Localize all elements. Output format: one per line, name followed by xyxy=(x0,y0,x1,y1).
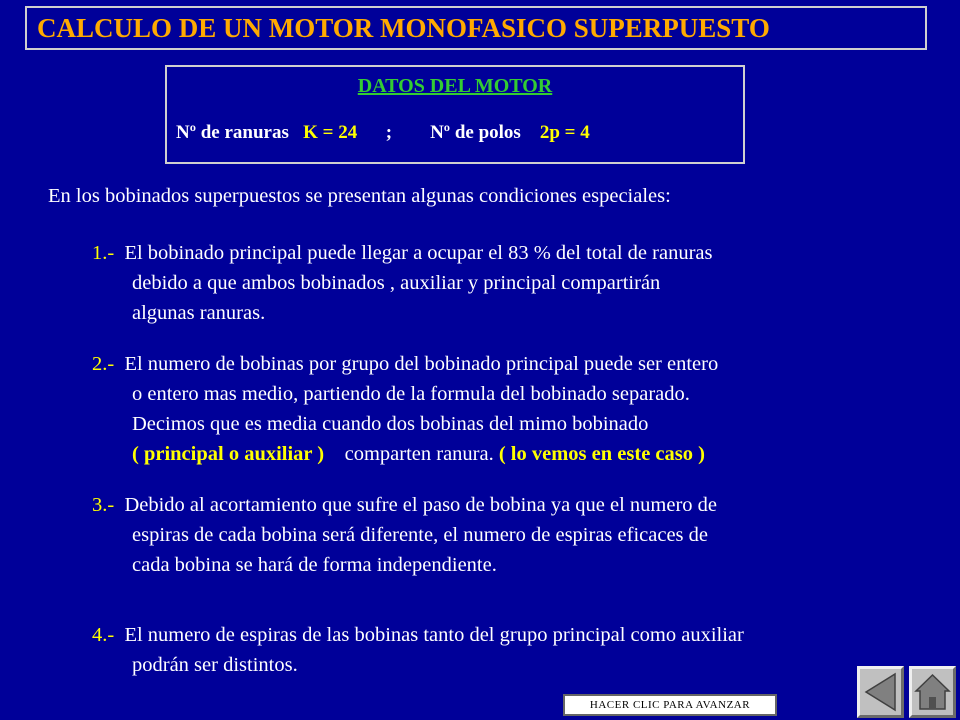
triangle-left-icon xyxy=(860,669,901,715)
home-button[interactable] xyxy=(909,666,956,718)
item-line: algunas ranuras. xyxy=(132,302,266,324)
poles-label: Nº de polos xyxy=(430,122,521,143)
back-button[interactable] xyxy=(857,666,904,718)
item-line: El numero de espiras de las bobinas tanto del grupo principal como auxiliar xyxy=(124,624,744,646)
advance-button[interactable]: HACER CLIC PARA AVANZAR xyxy=(563,694,777,716)
condition-item-4 xyxy=(92,620,932,680)
home-icon xyxy=(912,669,953,715)
item-line-middle: comparten ranura. xyxy=(344,443,494,465)
highlight-principal-auxiliar: ( principal o auxiliar ) xyxy=(132,443,325,465)
condition-item-2 xyxy=(92,349,932,469)
item-number: 3.- xyxy=(92,494,115,516)
slots-label: Nº de ranuras xyxy=(176,122,289,143)
data-separator: ; xyxy=(385,122,393,143)
motor-data-line xyxy=(176,122,590,144)
item-line: Decimos que es media cuando dos bobinas del mimo bobinado xyxy=(132,413,649,435)
poles-value: 2p = 4 xyxy=(539,122,590,143)
condition-item-3 xyxy=(92,490,932,580)
item-line: podrán ser distintos. xyxy=(132,654,298,676)
item-number: 1.- xyxy=(92,242,115,264)
item-line: cada bobina se hará de forma independiente. xyxy=(132,554,497,576)
item-number: 4.- xyxy=(92,624,115,646)
item-last-line xyxy=(92,439,932,469)
item-line: espiras de cada bobina será diferente, el numero de espiras eficaces de xyxy=(132,524,708,546)
item-line: debido a que ambos bobinados , auxiliar y principal compartirán xyxy=(132,272,661,294)
item-line: Debido al acortamiento que sufre el paso de bobina ya que el numero de xyxy=(124,494,718,516)
motor-data-box xyxy=(165,65,745,164)
item-line: o entero mas medio, partiendo de la formula del bobinado separado. xyxy=(132,383,690,405)
item-line: El numero de bobinas por grupo del bobinado principal puede ser entero xyxy=(124,353,719,375)
item-number: 2.- xyxy=(92,353,115,375)
slots-value: K = 24 xyxy=(303,122,358,143)
intro-text: En los bobinados superpuestos se presentan algunas condiciones especiales: xyxy=(48,185,671,207)
motor-data-heading: DATOS DEL MOTOR xyxy=(357,75,553,97)
item-line: El bobinado principal puede llegar a ocupar el 83 % del total de ranuras xyxy=(124,242,713,264)
page-title: CALCULO DE UN MOTOR MONOFASICO SUPERPUESTO xyxy=(25,6,927,50)
condition-item-1 xyxy=(92,238,932,328)
highlight-this-case: ( lo vemos en este caso ) xyxy=(498,443,705,465)
